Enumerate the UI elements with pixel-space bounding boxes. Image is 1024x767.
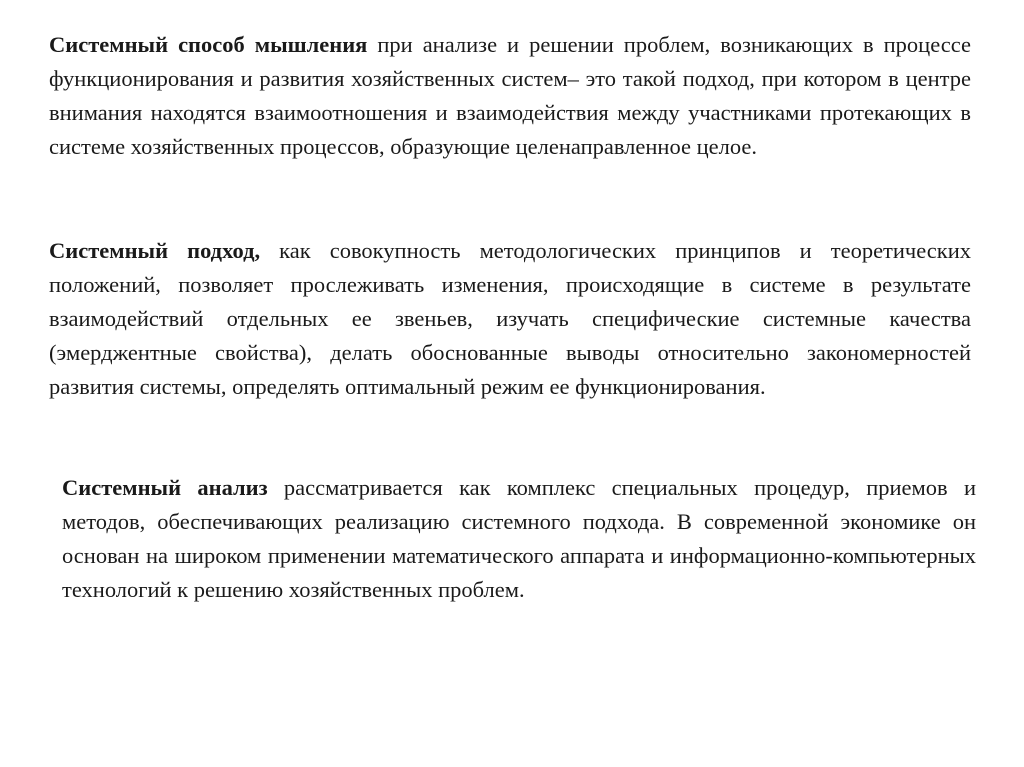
definition-systemic-thinking: при анализе и решении проблем, возникающих в процессе функционирования и развития хозяйственных систем– это такой подход, при котором в центре внимания находятся взаимоотношения и взаимодействия между участниками протекающих в системе хозяйственных процессов, образующие целенаправленное целое. <box>49 32 971 159</box>
definition-systemic-analysis: рассматривается как комплекс специальных процедур, приемов и методов, обеспечивающих реализацию системного подхода. В современной экономике он основан на широком применении математического аппарата и информационно-компьютерных технологий к решению хозяйственных проблем. <box>62 475 976 602</box>
term-systemic-approach: Системный подход, <box>49 238 261 263</box>
paragraph-systemic-approach <box>49 234 971 404</box>
definition-systemic-approach: как совокупность методологических принципов и теоретических положений, позволяет прослеживать изменения, происходящие в системе в результате взаимодействий отдельных ее звеньев, изучать специфические системные качества (эмерджентные свойства), делать обоснованные выводы относительно закономерностей развития системы, определять оптимальный режим ее функционирования. <box>49 238 971 399</box>
term-systemic-analysis: Системный анализ <box>62 475 268 500</box>
term-systemic-thinking: Системный способ мышления <box>49 32 368 57</box>
paragraph-systemic-thinking <box>49 28 971 164</box>
paragraph-systemic-analysis <box>62 471 976 607</box>
